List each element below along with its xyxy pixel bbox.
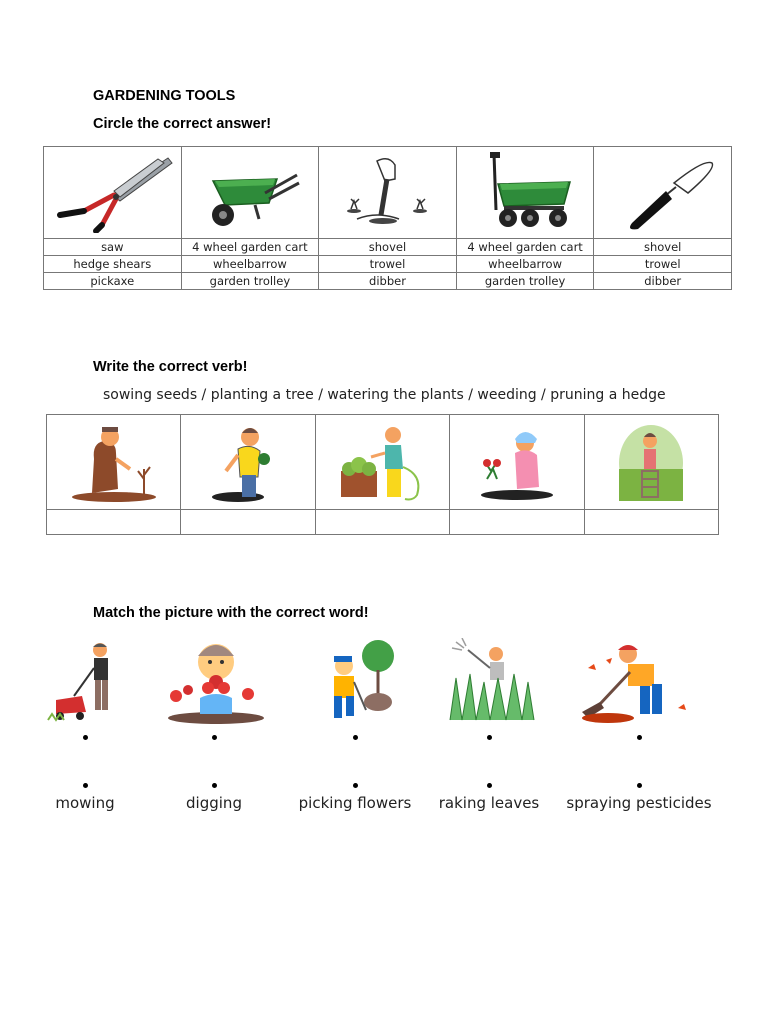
match-word: mowing — [55, 794, 115, 812]
flowers-picture — [160, 638, 270, 726]
option-cell[interactable]: dibber — [594, 273, 732, 290]
mowing-picture — [38, 638, 148, 726]
match-word: picking flowers — [298, 794, 412, 812]
verb-word-bank: sowing seeds / planting a tree / watering the plants / weeding / pruning a hedge — [103, 387, 666, 403]
woman-weeding-picture — [450, 415, 584, 510]
spraying-picture — [440, 638, 550, 726]
option-cell[interactable]: 4 wheel garden cart — [181, 239, 319, 256]
worksheet-title: GARDENING TOOLS — [93, 88, 236, 104]
instruction-verb: Write the correct verb! — [93, 359, 248, 375]
match-dot-word[interactable] — [83, 783, 88, 788]
option-cell[interactable]: trowel — [594, 256, 732, 273]
match-dot-picture[interactable] — [212, 735, 217, 740]
match-dot-word[interactable] — [212, 783, 217, 788]
man-sowing-seeds-picture — [181, 415, 315, 510]
match-dot-picture[interactable] — [83, 735, 88, 740]
option-cell[interactable]: trowel — [319, 256, 457, 273]
option-cell[interactable]: pickaxe — [44, 273, 182, 290]
match-dot-word[interactable] — [637, 783, 642, 788]
tools-table — [43, 146, 732, 290]
match-word: spraying pesticides — [566, 794, 712, 812]
match-word: raking leaves — [438, 794, 540, 812]
match-dot-word[interactable] — [487, 783, 492, 788]
trowel-picture — [594, 147, 732, 239]
option-cell[interactable]: dibber — [319, 273, 457, 290]
option-cell[interactable]: wheelbarrow — [181, 256, 319, 273]
boy-on-ladder-picture — [584, 415, 718, 510]
option-cell[interactable]: garden trolley — [456, 273, 594, 290]
match-dot-picture[interactable] — [487, 735, 492, 740]
hedge-shears-picture — [44, 147, 182, 239]
match-dot-picture[interactable] — [353, 735, 358, 740]
match-dot-word[interactable] — [353, 783, 358, 788]
man-gardener-picture — [47, 415, 181, 510]
answer-box[interactable] — [181, 510, 315, 535]
instruction-match: Match the picture with the correct word! — [93, 605, 369, 621]
dibber-picture — [319, 147, 457, 239]
option-cell[interactable]: shovel — [594, 239, 732, 256]
answer-box[interactable] — [47, 510, 181, 535]
option-cell[interactable]: 4 wheel garden cart — [456, 239, 594, 256]
match-word: digging — [186, 794, 242, 812]
man-watering-picture — [315, 415, 449, 510]
wheelbarrow-picture — [181, 147, 319, 239]
option-cell[interactable]: saw — [44, 239, 182, 256]
option-cell[interactable]: garden trolley — [181, 273, 319, 290]
option-cell[interactable]: shovel — [319, 239, 457, 256]
verb-table — [46, 414, 719, 535]
instruction-circle: Circle the correct answer! — [93, 116, 272, 132]
planting-tree-picture — [304, 638, 414, 726]
answer-box[interactable] — [450, 510, 584, 535]
match-dot-picture[interactable] — [637, 735, 642, 740]
option-cell[interactable]: hedge shears — [44, 256, 182, 273]
answer-box[interactable] — [584, 510, 718, 535]
garden-trolley-picture — [456, 147, 594, 239]
option-cell[interactable]: wheelbarrow — [456, 256, 594, 273]
raking-picture — [578, 638, 688, 726]
answer-box[interactable] — [315, 510, 449, 535]
